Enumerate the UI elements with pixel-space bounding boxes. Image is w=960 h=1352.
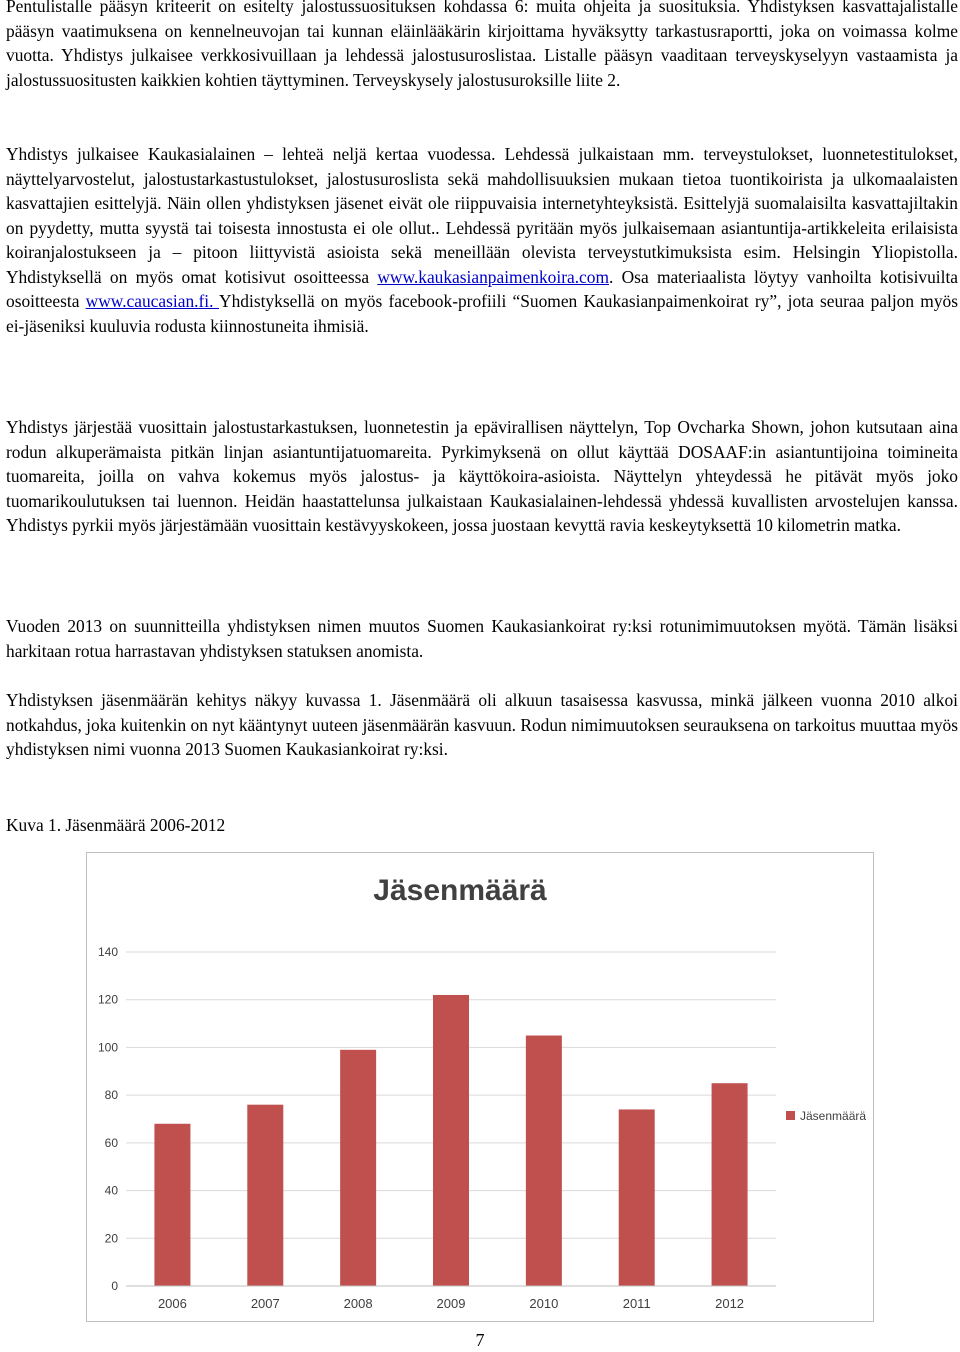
- paragraph-breeding-lists: [6, 0, 958, 92]
- legend-swatch: [786, 1111, 795, 1120]
- caption-text: Kuva 1. Jäsenmäärä 2006-2012: [6, 815, 226, 835]
- y-tick-label: 60: [104, 1135, 118, 1150]
- paragraph-text: Pentulistalle pääsyn kriteerit on esitelty jalostussuosituksen kohdassa 6: muita ohjeita ja suosituksia. Yhdistyksen kasvattajalistalle pääsyn vaatimuksena on kennelneuvojan tai kunnan eläinlääkärin kirjoittama hyväksytty tarkastusraportti, joka on voimassa kolme vuotta. Yhdistys julkaisee verkkosivuillaan ja lehdessä jalostusuroslistaa. Listalle pääsyn vaaditaan terveyskyselyyn vastaamista ja jalostussuositusten kaikkien kohtien täyttyminen. Terveyskysely jalostusuroksille liite 2.: [6, 0, 958, 90]
- paragraph-magazine: [6, 142, 958, 338]
- bar-2008: [340, 1050, 376, 1286]
- y-tick-label: 40: [104, 1183, 118, 1198]
- chart-border: [87, 853, 874, 1322]
- paragraph-text: Yhdistyksellä on myös facebook-profiili “Suomen Kaukasianpaimenkoirat ry”, jota seuraa paljon myös ei-jäseniksi kuuluvia rodusta kiinnostuneita ihmisiä.: [6, 291, 958, 336]
- page-number: 7: [475, 1330, 485, 1350]
- x-tick-label: 2011: [622, 1296, 651, 1311]
- paragraph-events: [6, 415, 958, 538]
- old-homepage-link[interactable]: www.caucasian.fi.: [85, 291, 220, 311]
- paragraph-membership: [6, 688, 958, 762]
- legend-label: Jäsenmäärä: [800, 1109, 867, 1123]
- paragraph-text: Vuoden 2013 on suunnitteilla yhdistyksen nimen muutos Suomen Kaukasiankoirat ry:ksi rotunimimuutoksen myötä. Tämän lisäksi harkitaan rotua harrastavan yhdistyksen statuksen anomista.: [6, 616, 958, 661]
- paragraph-text: Yhdistyksen jäsenmäärän kehitys näkyy kuvassa 1. Jäsenmäärä oli alkuun tasaisessa kasvussa, minkä jälkeen vuonna 2010 alkoi notkahdus, joka kuitenkin on nyt kääntynyt uuteen jäsenmäärän kasvuun. Rodun nimimuutoksen seurauksena on tarkoitus muuttaa myös yhdistyksen nimi vuonna 2013 Suomen Kaukasiankoirat ry:ksi.: [6, 690, 958, 759]
- y-tick-label: 140: [97, 945, 118, 959]
- membership-chart-svg: [86, 852, 874, 1322]
- x-tick-label: 2010: [529, 1296, 559, 1311]
- bar-2010: [526, 1036, 562, 1287]
- paragraph-text: Yhdistys järjestää vuosittain jalostustarkastuksen, luonnetestin ja epävirallisen näyttelyn, Top Ovcharka Shown, johon kutsutaan aina rodun alkuperämaista pitkän linjan asiantuntijatuomareita. Pyrkimyksenä on ollut käyttää DOSAAF:in asiantuntijoina toimineita tuomareita, joilla on vahva kokemus myös jalostus- ja käyttökoira-asioista. Näyttelyn yhteydessä he pitävät myös joko tuomarikoulutuksen tai luennon. Heidän haastattelunsa julkaistaan Kaukasialainen-lehdessä yhdessä kuvallisten arvostelujen kanssa. Yhdistys pyrkii myös järjestämään vuosittain kestävyyskokeen, jossa juostaan kevyttä ravia keskeytyksettä 10 kilometrin matka.: [6, 417, 958, 535]
- y-tick-label: 100: [97, 1040, 118, 1055]
- y-tick-label: 0: [111, 1279, 118, 1293]
- y-tick-label: 20: [104, 1231, 118, 1246]
- x-tick-label: 2012: [715, 1296, 745, 1311]
- bar-2006: [154, 1124, 190, 1286]
- y-tick-label: 80: [104, 1088, 118, 1103]
- bar-2007: [247, 1105, 283, 1286]
- x-tick-label: 2009: [436, 1296, 466, 1311]
- y-tick-label: 120: [97, 992, 118, 1007]
- homepage-link[interactable]: www.kaukasianpaimenkoira.com: [377, 266, 609, 287]
- x-tick-label: 2007: [250, 1296, 280, 1311]
- figure-caption: [6, 813, 958, 838]
- chart-title: Jäsenmäärä: [373, 874, 547, 907]
- bar-2012: [712, 1083, 748, 1286]
- bar-2009: [433, 995, 469, 1286]
- paragraph-text: . Osa materiaalista löytyy vanhoilta kotisivuilta osoitteesta: [6, 266, 959, 311]
- x-tick-label: 2008: [343, 1296, 373, 1311]
- membership-chart: [86, 852, 874, 1322]
- bar-2011: [619, 1109, 655, 1286]
- paragraph-text: Yhdistys julkaisee Kaukasialainen – lehteä neljä kertaa vuodessa. Lehdessä julkaistaan mm. terveystulokset, luonnetestitulokset, näyttelyarvostelut, jalostustarkastustulokset, jalostusuroslista sekä mahdollisuuksien mukaan tietoa tuontikoirista ja ulkomaalaisten kasvattajien esittelyjä. Näin ollen yhdistyksen jäsenet eivät ole riippuvaisia internetyhteyksistä. Esittelyjä suomalaisilta kasvattajiltakin on pyydetty, mutta syystä tai toisesta innostusta ei ole ollut.. Lehdessä pyritään myös julkaisemaan asiantuntija-artikkeleita erilaisista koiranjalostukseen ja – pitoon liittyvistä asioista sekä meneillään olevista terveystutkimuksista esim. Helsingin Yliopistolla. Yhdistyksellä on myös omat kotisivut osoitteessa: [6, 144, 958, 287]
- paragraph-name-change: [6, 614, 958, 663]
- x-tick-label: 2006: [157, 1296, 187, 1311]
